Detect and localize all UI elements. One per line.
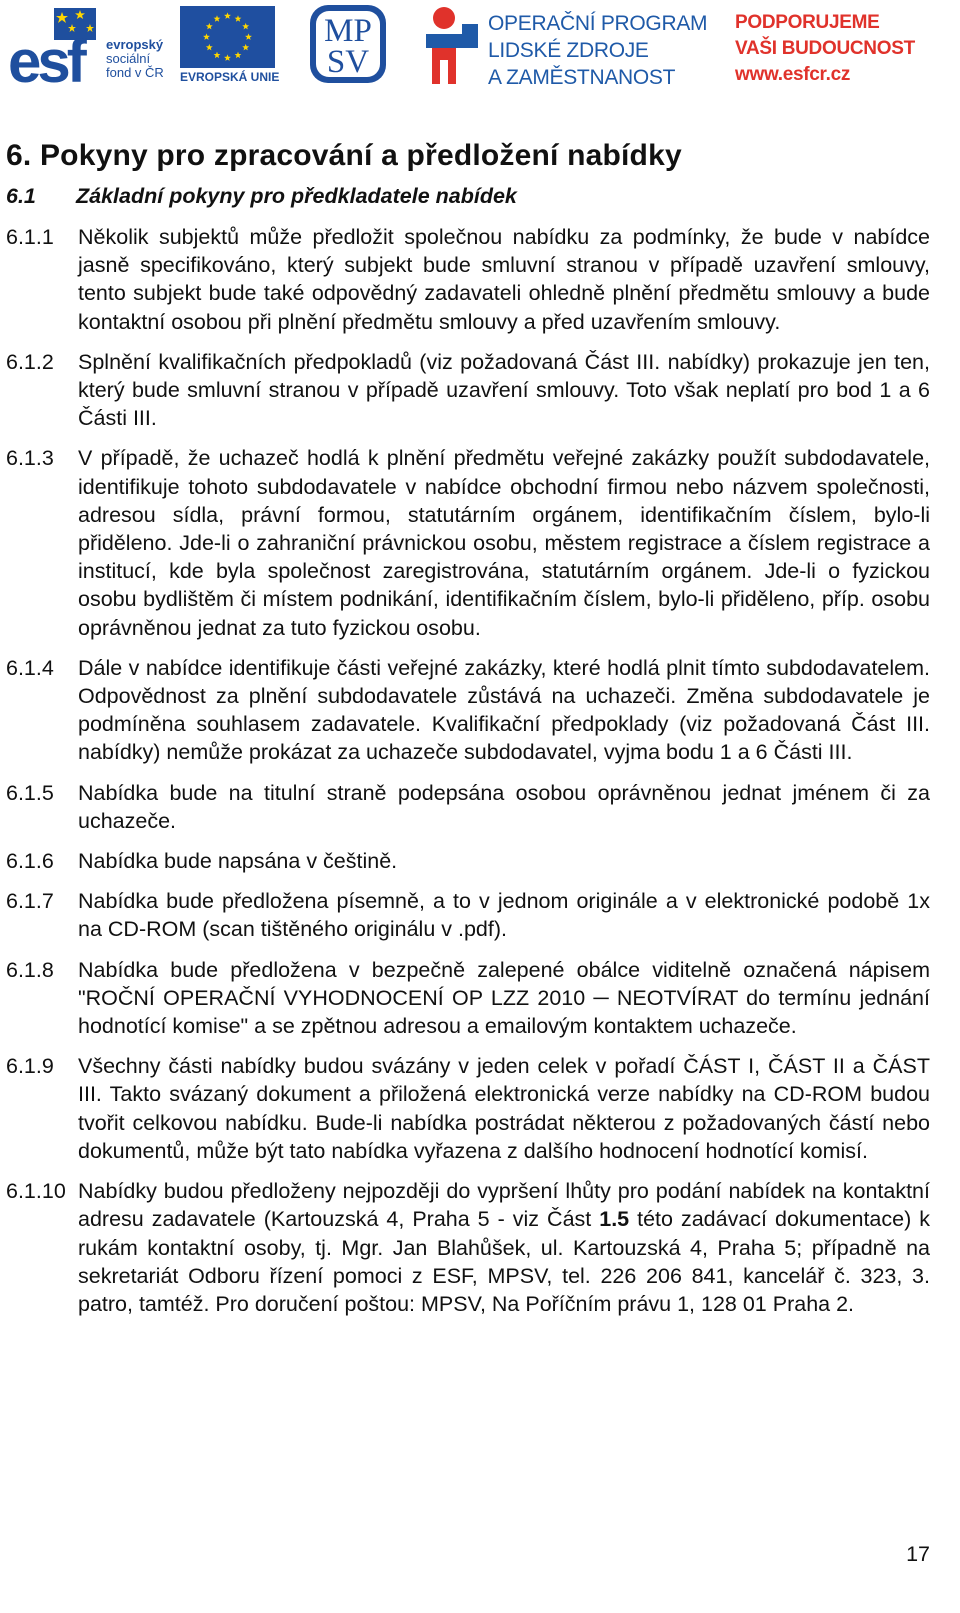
- esf-logo-icon: [6, 6, 102, 86]
- list-item: [6, 956, 930, 1041]
- op-lzz-figure-icon: [422, 4, 480, 86]
- list-item: [6, 1177, 930, 1318]
- slogan-line-1: PODPORUJEME: [735, 12, 880, 33]
- mpsv-line-2: SV: [326, 44, 370, 80]
- item-text: Několik subjektů může předložit společnou nabídku za podmínky, že bude v nabídce jasně specifikováno, který subjekt bude smluvní stranou v případě uzavření smlouvy, tento subjekt bude také odpovědný zadavateli ohledně plnění předmětu smlouvy a bude kontaktní osobou při plnění předmětu smlouvy a před uzavřením smlouvy.: [78, 225, 930, 334]
- list-item: [6, 1052, 930, 1165]
- op-line-3: A ZAMĚSTNANOST: [488, 66, 676, 89]
- esf-caption: [106, 38, 180, 80]
- mpsv-logo-icon: [309, 4, 387, 84]
- item-number: 6.1.1: [6, 225, 54, 249]
- item-text: Všechny části nabídky budou svázány v jeden celek v pořadí ČÁST I, ČÁST II a ČÁST III. Takto svázaný dokument a přiložená elektronická verze nabídky na CD-ROM budou tvořit celkovou nabídku. Bude-li nabídka postrádat některou z požadovaných částí nebo dokumentů, může být tato nabídka vyřazena z dalšího hodnocení hodnotící komisí.: [78, 1054, 930, 1163]
- svg-text:esf: esf: [8, 28, 83, 86]
- list-item: [6, 847, 930, 875]
- item-number: 6.1.8: [6, 957, 54, 982]
- op-line-2: LIDSKÉ ZDROJE: [488, 39, 649, 62]
- item-number: 6.1.3: [6, 446, 54, 471]
- item-number: 6.1.6: [6, 849, 54, 874]
- esfcr-link[interactable]: www.esfcr.cz: [735, 64, 851, 85]
- support-slogan: [735, 10, 950, 88]
- subsection-title: Základní pokyny pro předkladatele nabídek: [76, 184, 517, 208]
- section-title: 6. Pokyny pro zpracování a předložení nabídky: [6, 139, 682, 172]
- item-text-part: této zadávací dokumentace) k rukám kontaktní osoby, tj. Mgr. Jan Blahůšek, ul. Kartouzská 4, Praha 5; případně na sekretariát Odboru řízení pomoci z ESF, MPSV, tel. 226 206 841, kancelář č. 323, 3. patro, tamtéž. Pro doručení poštou: MPSV, Na Poříčním právu 1, 128 01 Praha 2.: [78, 1207, 930, 1316]
- section-reference: 1.5: [599, 1207, 630, 1232]
- logo-banner: [0, 0, 960, 92]
- eu-flag-icon: [180, 6, 275, 68]
- list-item: [6, 223, 930, 336]
- subsection-number: 6.1: [6, 184, 36, 208]
- op-lzz-caption: [488, 10, 718, 91]
- esf-line-3: fond v ČR: [106, 65, 164, 80]
- subsection-heading: [6, 182, 930, 210]
- item-text: Dále v nabídce identifikuje části veřejné zakázky, které hodlá plnit tímto subdodavatelem. Odpovědnost za plnění subdodavatele zůstává na uchazeči. Změna subdodavatele je podmíněna souhlasem zadavatele. Kvalifikační předpoklady (viz požadovaná Část III. nabídky) nemůže prokázat za uchazeče subdodavatel, vyjma bodu 1 a 6 Části III.: [78, 655, 930, 765]
- document-body: [6, 136, 930, 1318]
- item-number: 6.1.2: [6, 349, 54, 374]
- eu-caption: EVROPSKÁ UNIE: [180, 70, 280, 84]
- list-item: [6, 444, 930, 641]
- list-item: [6, 348, 930, 433]
- slogan-line-2: VAŠI BUDOUCNOST: [735, 38, 915, 59]
- mpsv-line-1: MP: [324, 13, 372, 49]
- item-number: 6.1.10: [6, 1179, 66, 1204]
- item-number: 6.1.4: [6, 655, 54, 680]
- page-number: 17: [906, 1542, 930, 1566]
- op-line-1: OPERAČNÍ PROGRAM: [488, 12, 708, 35]
- item-number: 6.1.9: [6, 1054, 54, 1079]
- item-text: Splnění kvalifikačních předpokladů (viz požadovaná Část III. nabídky) prokazuje jen ten, který bude smluvní stranou v případě uzavření smlouvy. Toto však neplatí pro bod 1 a 6 Části III.: [78, 349, 930, 431]
- esf-line-1: evropský: [106, 37, 164, 52]
- item-number: 6.1.5: [6, 780, 54, 805]
- item-text: Nabídka bude předložena písemně, a to v jednom originále a v elektronické podobě 1x na CD-ROM (scan tištěného originálu v .pdf).: [78, 889, 930, 942]
- item-text: Nabídka bude napsána v češtině.: [78, 849, 398, 874]
- list-item: [6, 887, 930, 943]
- item-text-part: Nabídky budou předloženy nejpozději do vypršení lhůty pro podání nabídek na kontaktní adresu zadavatele (Kartouzská 4, Praha 5 - viz Část: [78, 1179, 930, 1232]
- item-text: [78, 1177, 930, 1318]
- item-text: Nabídka bude na titulní straně podepsána osobou oprávněnou jednat jménem či za uchazeče.: [78, 780, 930, 833]
- list-item: [6, 779, 930, 835]
- esf-line-2: sociální: [106, 51, 151, 66]
- list-item: [6, 654, 930, 767]
- item-number: 6.1.7: [6, 889, 54, 914]
- item-text: Nabídka bude předložena v bezpečně zalepené obálce viditelně označená nápisem "ROČNÍ OPERAČNÍ VYHODNOCENÍ OP LZZ 2010 ─ NEOTVÍRAT do termínu jednání hodnotící komise" a se zpětnou adresou a emailovým kontaktem uchazeče.: [78, 957, 930, 1039]
- item-text: V případě, že uchazeč hodlá k plnění předmětu veřejné zakázky použít subdodavatele, identifikuje tohoto subdodavatele v nabídce obchodní firmou nebo názvem společnosti, adresou sídla, právní formou, statutárním orgánem, identifikačním číslem, bylo-li přiděleno. Jde-li o zahraniční právnickou osobu, městem registrace a číslem registrace a institucí, kde byla společnost zaregistrována, statutárním orgánem. Jde-li o fyzickou osobu bydlištěm či místem podnikání, identifikačním číslem, bylo-li přiděleno, příp. osobu oprávněnou jednat za tuto fyzickou osobu.: [78, 446, 930, 640]
